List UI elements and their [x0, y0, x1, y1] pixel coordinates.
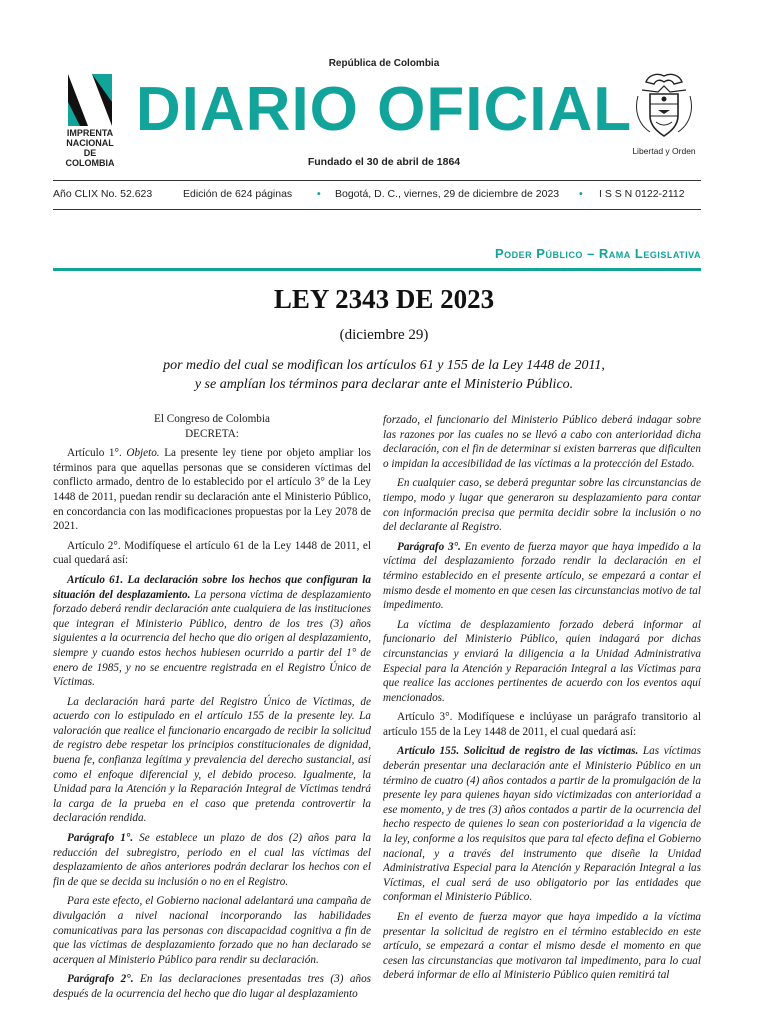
paragrafo-2 — [53, 972, 371, 1001]
paragrafo-1 — [53, 831, 371, 889]
issn-number: I S S N 0122-2112 — [599, 188, 685, 200]
article-heading: Artículo 61. La declaración sobre los hechos que configuran la situación del desplazamiento. — [53, 573, 371, 601]
decreta-line: DECRETA: — [185, 427, 239, 440]
paragrafo-heading: Parágrafo 1°. — [67, 832, 134, 845]
coat-of-arms-motto: Libertad y Orden — [632, 146, 696, 156]
issue-number: Año CLIX No. 52.623 — [53, 188, 153, 200]
article-text: Las víctimas deberán presentar una declaración ante el Ministerio Público en un término de cuatro (4) años contados a partir de la promulgación de la presente ley para quienes hayan sido victimizadas con anterioridad a ese momento, y de tres (3) años contados a partir de la ocurrencia del hecho respecto de quienes lo sean con posterioridad a la vigencia de la ley, conforme a los requisitos que para tal efecto defina el Gobierno nacional, y a través del instrumento que diseñe la Unidad Administrativa Especial para la Atención y Reparación Integral a las Víctimas, el cual será de uso obligatorio por las entidades que conforman el Ministerio Público. — [383, 745, 701, 904]
coat-of-arms-icon — [628, 70, 700, 144]
paragrafo-text: Se establece un plazo de dos (2) años para la reducción del subregistro, periodo en el cual las víctimas del desplazamiento de años anteriores podrán declarar los hechos con el fin de que se decida su inclusión o no en el Registro. — [53, 832, 371, 888]
law-subtitle-line: por medio del cual se modifican los artículos 61 y 155 de la Ley 1448 de 2011, — [163, 358, 605, 373]
paragrafo-heading: Parágrafo 2°. — [67, 973, 134, 986]
law-title: LEY 2343 DE 2023 — [273, 284, 495, 314]
article-heading: Objeto. — [126, 447, 160, 460]
paragraph-gobierno: Para este efecto, el Gobierno nacional adelantará una campaña de divulgación a nivel nacional incorporando las habilidades comunicativas para las personas con discapacidad cognitiva a fin de que las víctimas de desplazamiento forzado que no han declarado se acerquen al Ministerio Público para rendir su declaración. — [53, 895, 371, 966]
republica-label: República de Colombia — [328, 58, 440, 69]
law-date: (diciembre 29) — [339, 327, 429, 343]
paragraph-caso: En cualquier caso, se deberá preguntar sobre las circunstancias de tiempo, modo y lugar que generaron su desplazamiento para contar con información precisa que permita decidir sobre la inclusión o no del declarante al Registro. — [383, 477, 701, 534]
paragrafo-text: En evento de fuerza mayor que haya impedido a la víctima del desplazamiento forzado rendir la declaración en el término establecido en el presente artículo, se empezará a contar el mismo desde el momento en que cesen las circunstancias motivo de tal impedimento. — [383, 540, 701, 612]
article-text: La presente ley tiene por objeto ampliar los términos para que aquellas personas que se consideren víctimas del conflicto armado, dentro de lo establecido por el artículo 3° de la Ley 1448 de 2011, puedan rendir su declaración ante el Ministerio Público, en concordancia con las modificaciones propuestas por la Ley 2078 de 2021. — [53, 447, 371, 533]
newspaper-title: DIARIO OFICIAL — [135, 75, 633, 144]
congreso-line: El Congreso de Colombia — [154, 413, 270, 425]
separator-dot: • — [317, 188, 321, 200]
founded-label: Fundado el 30 de abril de 1864 — [307, 156, 461, 168]
paragraph-fuerza-mayor: En el evento de fuerza mayor que haya impedido a la víctima presentar la solicitud de registro en el término establecido en este artículo, se empezará a contar el mismo desde el momento en que cesen las circunstancias que motivaron tal impedimento, para lo cual deberá informar de ello al Ministerio Público quien remitirá tal — [383, 911, 701, 982]
article-1 — [53, 446, 371, 534]
paragrafo-text: En las declaraciones presentadas tres (3) años después de la ocurrencia del hecho que dio lugar al desplazamiento — [53, 973, 371, 1000]
law-subtitle-line: y se amplían los términos para declarar ante el Ministerio Público. — [194, 377, 574, 392]
paragraph-victima: La víctima de desplazamiento forzado deberá informar al funcionario del Ministerio Público, quien indagará por dichas circunstancias y enviará la diligencia a la Unidad Administrativa Especial para la Atención y Reparación Integral a las Víctimas para que realice las acciones pertinentes de acuerdo con los eventos aquí mencionados. — [383, 618, 701, 704]
left-text-column — [53, 412, 371, 1012]
article-text: La persona víctima de desplazamiento forzado deberá rendir declaración ante cualquiera de las instituciones que integran el Ministerio Público, dentro de los tres (3) años siguientes a la ocurrencia del hecho que dio origen al desplazamiento, siempre y cuando estos hechos hubiesen ocurrido a partir del 1° de enero de 1985, y no se encuentre registrada en el Registro Único de Víctimas. — [53, 588, 371, 689]
article-3: Artículo 3°. Modifíquese e inclúyase un parágrafo transitorio al artículo 155 de la Ley 1448 de 2011, el cual quedará así: — [383, 711, 701, 738]
coat-of-arms — [628, 70, 700, 160]
place-date: Bogotá, D. C., viernes, 29 de diciembre de 2023 — [335, 188, 560, 200]
article-2: Artículo 2°. Modifíquese el artículo 61 de la Ley 1448 de 2011, el cual quedará así: — [53, 539, 371, 567]
paragraph-continuation: forzado, el funcionario del Ministerio Público deberá indagar sobre las razones por las cuales no se llevó a cabo con anterioridad dicha declaración, con el fin de determinar si existen barreras que dificulten o impidan la accesibilidad de las víctimas a la protección del Estado. — [383, 414, 701, 470]
section-heading: Poder Público – Rama Legislativa — [53, 246, 701, 271]
article-label: Artículo 1°. — [67, 447, 122, 460]
paragrafo-3 — [383, 540, 701, 613]
imprenta-logo-lettering: IMPRENTA NACIONAL DE COLOMBIA — [65, 128, 115, 168]
masthead — [0, 0, 768, 250]
paragraph-declaracion: La declaración hará parte del Registro Único de Víctimas, de acuerdo con lo estipulado en el artículo 155 de la presente ley. La valoración que realice el funcionario encargado de recibir la solicitud de registro debe respetar los principios constitucionales de dignidad, buena fe, confianza legítima y prevalencia del derecho sustancial, así como el enfoque diferencial y, el debido proceso. Igualmente, la Unidad para la Atención y la Reparación Integral de Víctimas tendrá la carga de la prueba en el caso que pretenda controvertir la declaración rendida. — [53, 695, 371, 825]
law-subtitle — [0, 356, 768, 394]
article-61 — [53, 573, 371, 690]
separator-dot: • — [579, 188, 583, 200]
article-heading: Artículo 155. Solicitud de registro de las víctimas. — [397, 745, 639, 758]
edition-pages: Edición de 624 páginas — [183, 188, 293, 200]
article-155 — [383, 744, 701, 905]
issue-info-bar — [53, 180, 701, 210]
paragrafo-heading: Parágrafo 3°. — [397, 540, 461, 553]
right-text-column — [383, 413, 701, 1013]
